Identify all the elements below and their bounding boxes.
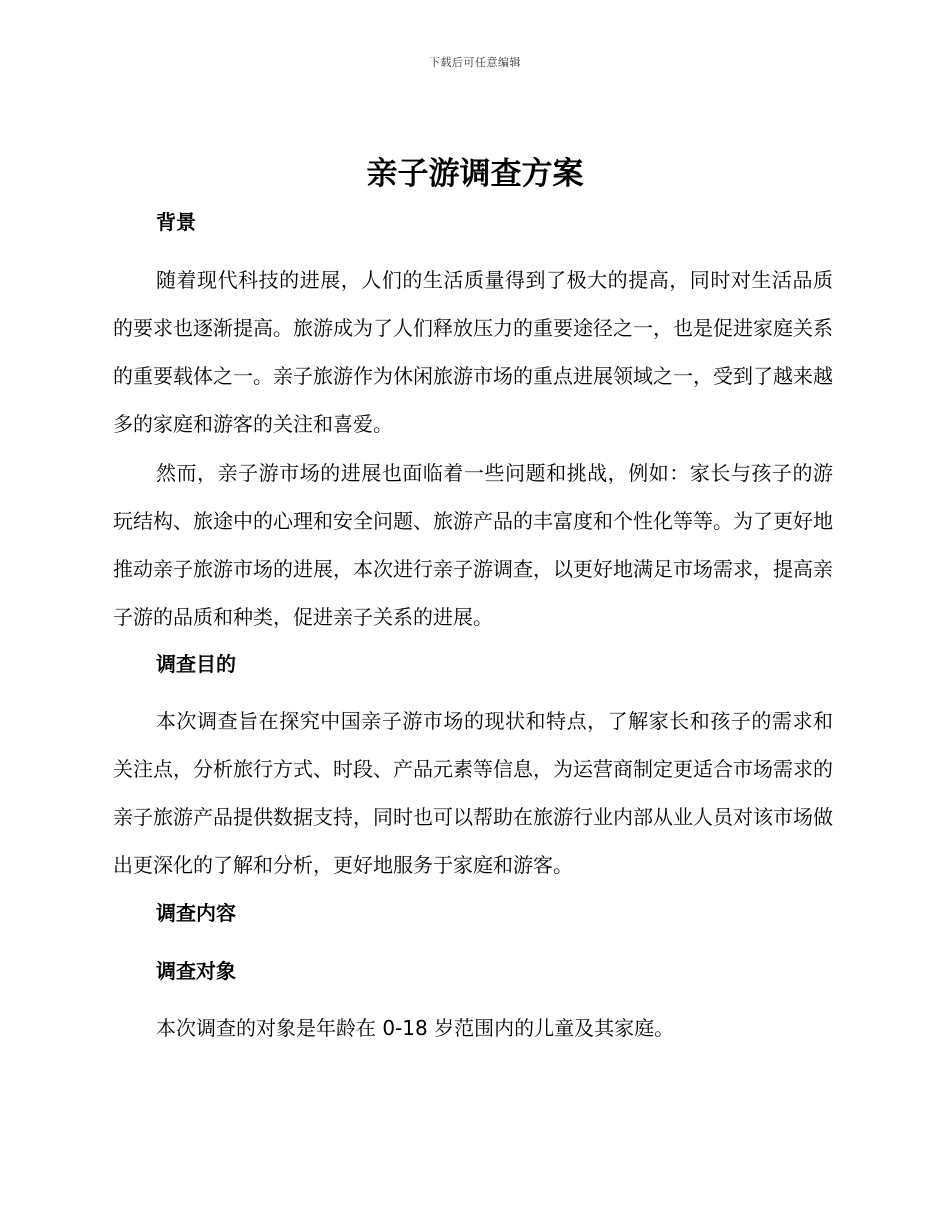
- paragraph-background-1: 随着现代科技的进展，人们的生活质量得到了极大的提高，同时对生活品质的要求也逐渐提高。旅游成为了人们释放压力的重要途径之一，也是促进家庭关系的重要载体之一。亲子旅游作为休闲旅游市场的重点进展领域之一，受到了越来越多的家庭和游客的关注和喜爱。: [113, 268, 833, 436]
- paragraph-purpose-1: 本次调查旨在探究中国亲子游市场的现状和特点，了解家长和孩子的需求和关注点，分析旅行方式、时段、产品元素等信息，为运营商制定更适合市场需求的亲子旅游产品提供数据支持，同时也可以帮助在旅游行业内部从业人员对该市场做出更深化的了解和分析，更好地服务于家庭和游客。: [113, 709, 833, 877]
- section-heading-purpose: 调查目的: [156, 652, 236, 676]
- section-heading-content: 调查内容: [156, 901, 236, 925]
- section-heading-subject: 调查对象: [156, 959, 236, 983]
- paragraph-background-2: 然而，亲子游市场的进展也面临着一些问题和挑战，例如：家长与孩子的游玩结构、旅途中的心理和安全问题、旅游产品的丰富度和个性化等等。为了更好地推动亲子旅游市场的进展，本次进行亲子游调查，以更好地满足市场需求，提高亲子游的品质和种类，促进亲子关系的进展。: [113, 461, 833, 629]
- header-note: 下载后可任意编辑: [429, 56, 521, 69]
- document-title: 亲子游调查方案: [366, 156, 584, 192]
- paragraph-subject-1: 本次调查的对象是年龄在 0-18 岁范围内的儿童及其家庭。: [156, 1016, 675, 1040]
- section-heading-background: 背景: [156, 210, 196, 234]
